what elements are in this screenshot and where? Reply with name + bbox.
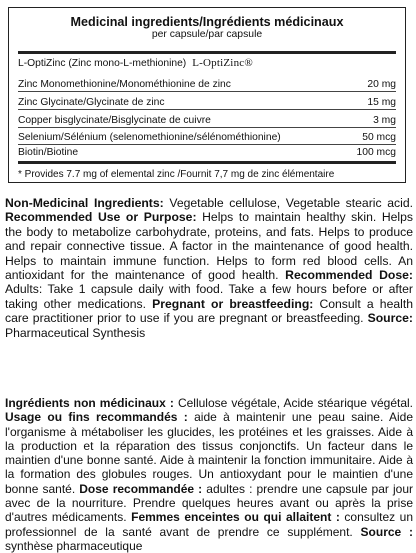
recommended-use-heading: Recommended Use or Purpose: [5, 210, 197, 225]
ingredient-amount: 100 mcg [356, 147, 396, 158]
non-medicinal-heading-fr: Ingrédients non médicinaux : [5, 396, 174, 410]
non-medicinal-text: Vegetable cellulose, Vegetable stearic acid. [163, 196, 413, 210]
ingredient-label: Zinc Glycinate/Glycinate de zinc [18, 97, 165, 108]
recommended-dose-text-fr: adultes : prendre une capsule par jour avec de la nourriture. Prendre quelques heures avant ou après la prise d'autres médicaments. [5, 481, 413, 525]
panel-footnote: * Provides 7.7 mg of elemental zinc /Fournit 7,7 mg de zinc élémentaire [18, 169, 335, 180]
source-heading: Source: [367, 311, 413, 326]
panel-title: Medicinal ingredients/Ingrédients médicinaux [70, 15, 344, 29]
ingredient-amount: 50 mcg [362, 132, 396, 143]
recommended-use-text: Helps to maintain healthy skin. Helps the body to metabolize carbohydrate, proteins, and fats. Helps to produce and repair connective tissue. A factor in the maintenance of good health. Helps to maintain immune function. Helps to form red blood cells. An antioxidant for the maintenance of good health. [5, 210, 413, 283]
ingredient-row [18, 114, 396, 128]
english-label-text [5, 196, 413, 340]
optizinc-logo: L-OptiZinc® [192, 57, 253, 69]
medicinal-ingredients-panel [8, 7, 406, 183]
panel-bottom-rule [18, 161, 396, 164]
pregnancy-text-fr: consultez un professionnel de la santé avant de prendre ce supplément. [5, 510, 414, 539]
ingredient-row [18, 78, 396, 92]
recommended-dose-heading: Recommended Dose: [285, 268, 413, 283]
ingredient-row [18, 146, 396, 159]
ingredient-amount: 20 mg [367, 79, 396, 90]
source-text-fr: synthèse pharmaceutique [5, 538, 143, 553]
ingredient-row [18, 131, 396, 145]
ingredient-amount: 15 mg [367, 97, 396, 108]
recommended-dose-heading-fr: Dose recommandée : [79, 481, 203, 496]
ingredient-label: Selenium/Sélénium (selenomethionine/sélénométhionine) [18, 132, 281, 143]
ingredient-label: L-OptiZinc (Zinc mono-L-methionine) [18, 58, 187, 69]
ingredient-row [18, 96, 396, 110]
pregnancy-text: Consult a health care practitioner prior to use if you are pregnant or breastfeeding. [5, 296, 413, 326]
french-label-text [5, 396, 413, 553]
source-heading-fr: Source : [360, 524, 414, 539]
panel-subtitle: per capsule/par capsule [151, 29, 263, 40]
panel-top-rule [18, 51, 396, 54]
recommended-dose-text: Adults: Take 1 capsule daily with food. Take a few hours before or after taking other medications. [5, 282, 413, 311]
recommended-use-text-fr: aide à maintenir une peau saine. Aide l'organisme à métaboliser les glucides, les protéines et les graisses. Aide à la production et la réparation des tissus conjonctifs. Un facteur dans le maintien d'une bonne santé. Aide à maintenir la fonction immunitaire. Aide à la formation des globules rouges. Un antioxydant pour le maintien d'une bonne santé. [5, 410, 413, 496]
pregnancy-heading-fr: Femmes enceintes ou qui allaitent : [131, 510, 340, 525]
ingredient-amount: 3 mg [373, 115, 396, 126]
pregnancy-heading: Pregnant or breastfeeding: [152, 296, 314, 311]
recommended-use-heading-fr: Usage ou fins recommandés : [5, 410, 188, 425]
ingredient-label: Copper bisglycinate/Bisglycinate de cuivre [18, 115, 211, 126]
source-text: Pharmaceutical Synthesis [5, 325, 146, 340]
non-medicinal-heading: Non-Medicinal Ingredients: [5, 196, 164, 210]
ingredient-row-optizinc [18, 57, 396, 70]
ingredient-label: Biotin/Biotine [18, 147, 79, 158]
non-medicinal-text-fr: Cellulose végétale, Acide stéarique végétal. [173, 396, 413, 410]
ingredient-label: Zinc Monomethionine/Monométhionine de zinc [18, 79, 231, 90]
